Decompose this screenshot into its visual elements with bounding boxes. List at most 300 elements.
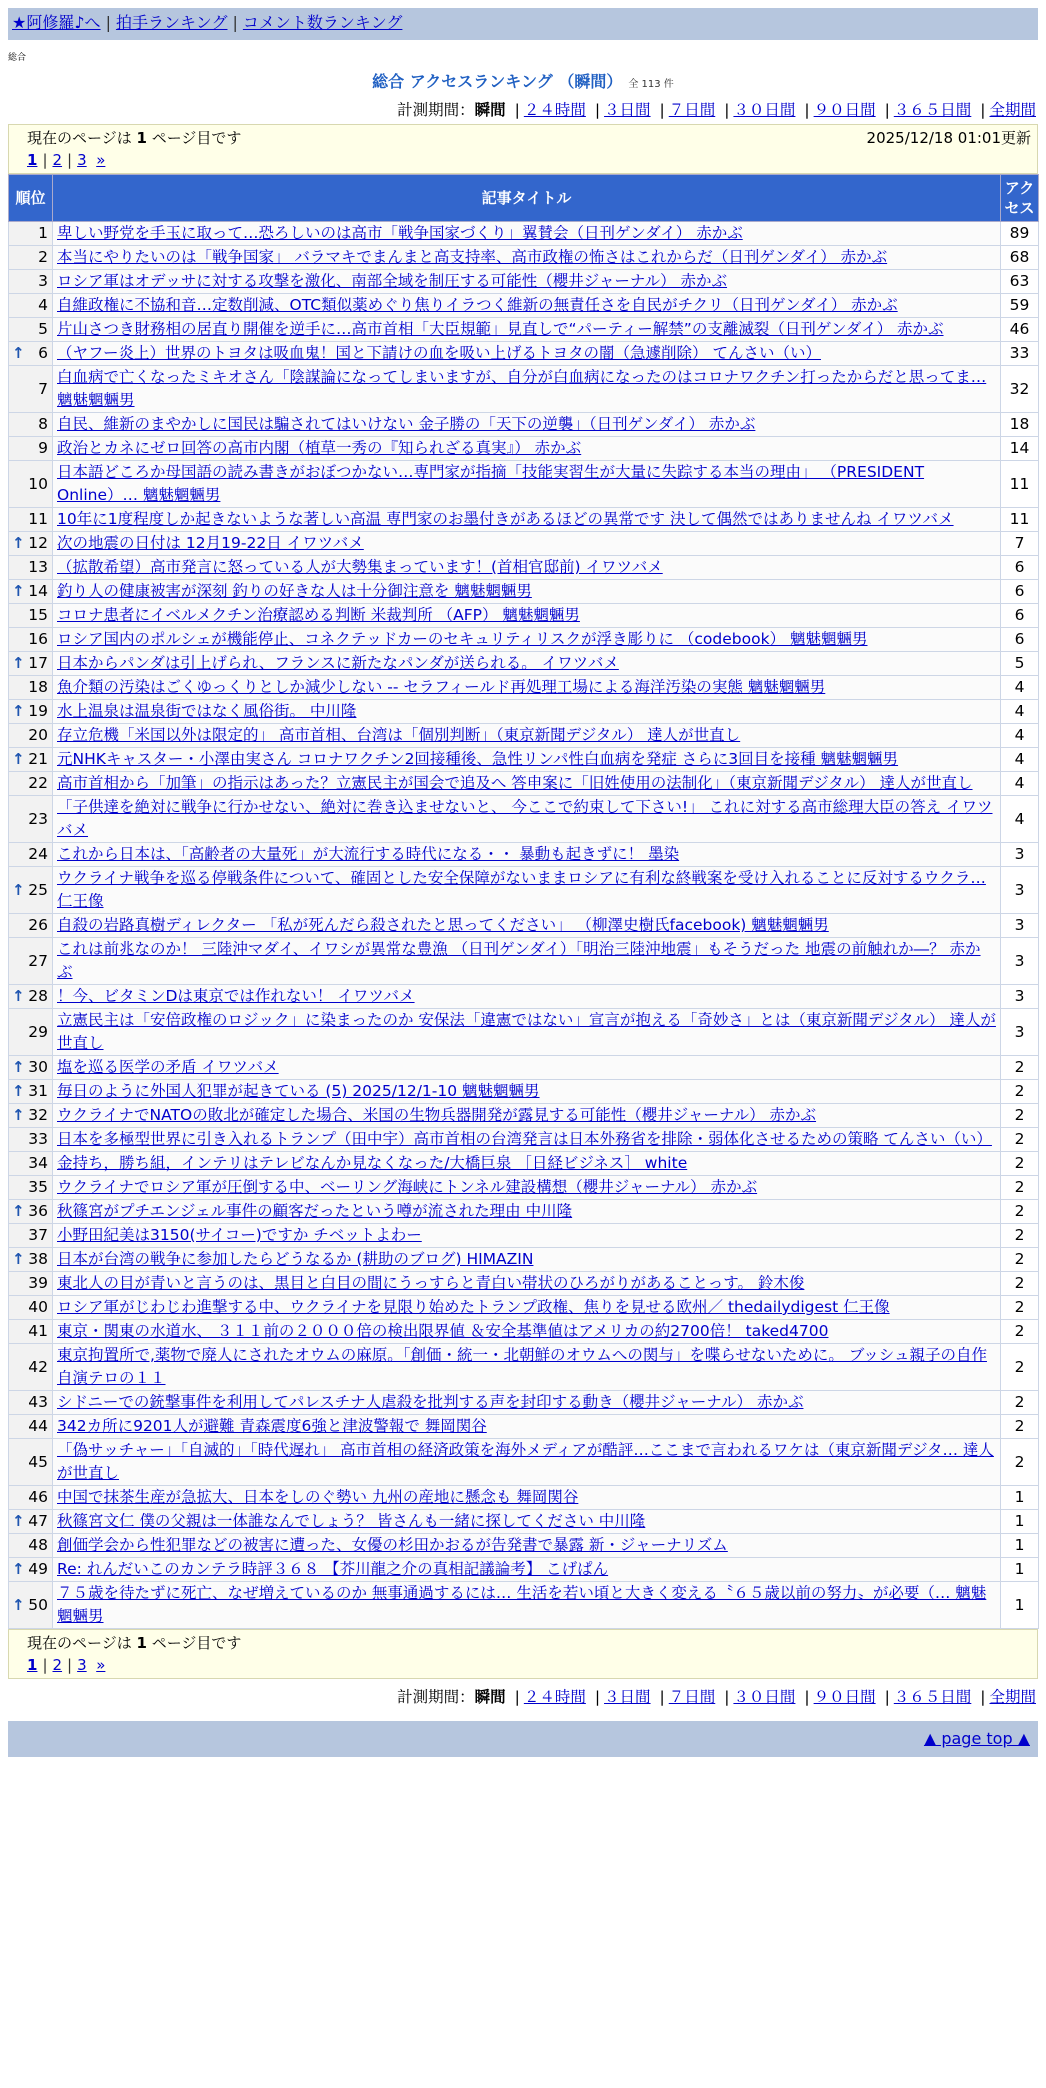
article-link[interactable]: 東京拘置所で,薬物で廃人にされたオウムの麻原。「創価・統一・北朝鮮のオウムへの関与」を喋らせないために。 ブッシュ親子の自作自演テロの１１ xyxy=(57,1346,987,1387)
rank-up-arrow-icon: ↑ xyxy=(12,344,25,362)
section-label: 総合 xyxy=(8,53,27,63)
pager-page-2[interactable]: 2 xyxy=(52,151,63,169)
table-row xyxy=(9,580,1039,604)
nav-separator: | xyxy=(105,13,111,32)
rank-number: 43 xyxy=(28,1393,48,1411)
article-link[interactable]: これから日本は、「高齢者の大量死」が大流行する時代になる・・ 暴動も起きずに！ 墨染 xyxy=(57,845,680,863)
article-link[interactable]: 次の地震の日付は 12月19-22日 イワツバメ xyxy=(57,534,364,552)
rank-cell xyxy=(9,294,53,318)
article-link[interactable]: ロシア軍がじわじわ進撃する中、ウクライナを見限り始めたトランプ政権、焦りを見せる欧州／ thedailydigest 仁王像 xyxy=(57,1298,890,1316)
title-cell xyxy=(53,246,1001,270)
rank-up-arrow-icon: ↑ xyxy=(12,750,25,768)
rank-up-arrow-icon: ↑ xyxy=(12,1250,25,1268)
rank-up-arrow-icon: ↑ xyxy=(12,1202,25,1220)
article-link[interactable]: 日本語どころか母国語の読み書きがおぼつかない…専門家が指摘「技能実習生が大量に失踪する本当の理由」 （PRESIDENT Online）… 魑魅魍魎男 xyxy=(57,463,925,504)
title-cell xyxy=(53,1200,1001,1224)
table-row xyxy=(9,1510,1039,1534)
access-count: 3 xyxy=(1001,985,1039,1009)
table-row xyxy=(9,1009,1039,1056)
rank-number: 22 xyxy=(28,774,48,792)
rank-cell xyxy=(9,604,53,628)
table-row xyxy=(9,843,1039,867)
access-count: 1 xyxy=(1001,1510,1039,1534)
pager-page-3[interactable]: 3 xyxy=(77,151,87,169)
access-count: 3 xyxy=(1001,938,1039,985)
title-cell xyxy=(53,1009,1001,1056)
title-cell xyxy=(53,724,1001,748)
table-row xyxy=(9,246,1039,270)
rank-cell xyxy=(9,914,53,938)
rank-cell xyxy=(9,413,53,437)
article-link[interactable]: 創価学会から性犯罪などの被害に遭った、女優の杉田かおるが告発書で暴露 新・ジャーナリズム xyxy=(57,1536,728,1554)
rank-number: 27 xyxy=(28,951,48,970)
rank-number: 30 xyxy=(28,1058,48,1076)
table-row xyxy=(9,1080,1039,1104)
period-link-90d[interactable]: ９０日間 xyxy=(813,101,876,119)
access-count: 3 xyxy=(1001,843,1039,867)
title-cell xyxy=(53,1248,1001,1272)
rank-cell xyxy=(9,1486,53,1510)
pager-top xyxy=(27,149,1031,171)
page-info-top xyxy=(8,124,1038,174)
table-row xyxy=(9,604,1039,628)
period-separator: | xyxy=(884,1688,890,1706)
access-count: 7 xyxy=(1001,532,1039,556)
access-count: 4 xyxy=(1001,796,1039,843)
rank-number: 9 xyxy=(38,439,48,457)
rank-number: 16 xyxy=(28,630,48,648)
rank-number: 12 xyxy=(28,534,48,552)
page-number: 1 xyxy=(136,1634,147,1652)
rank-number: 34 xyxy=(28,1154,48,1172)
period-selector-bottom xyxy=(0,1685,1036,1707)
table-row xyxy=(9,1224,1039,1248)
table-row xyxy=(9,1582,1039,1629)
rank-cell xyxy=(9,1224,53,1248)
rank-up-arrow-icon: ↑ xyxy=(12,702,25,720)
article-link[interactable]: 小野田紀美は3150(サイコー)ですか チベットよわー xyxy=(57,1226,422,1244)
article-link[interactable]: 毎日のように外国人犯罪が起きている (5) 2025/12/1-10 魑魅魍魎男 xyxy=(57,1082,540,1100)
page-text-post: ページ目です xyxy=(146,1634,242,1652)
article-link[interactable]: これは前兆なのか！ 三陸沖マダイ、イワシが異常な豊漁 （日刊ゲンダイ）「明治三陸沖地震」もそうだった 地震の前触れか―？ 赤かぶ xyxy=(57,940,981,981)
table-row xyxy=(9,1296,1039,1320)
period-link-30d[interactable]: ３０日間 xyxy=(733,1688,796,1706)
rank-cell xyxy=(9,1056,53,1080)
title-cell xyxy=(53,1224,1001,1248)
access-count: 6 xyxy=(1001,580,1039,604)
rank-number: 32 xyxy=(28,1106,48,1124)
table-row xyxy=(9,532,1039,556)
table-header-row xyxy=(9,175,1039,222)
article-link[interactable]: （拡散希望）高市発言に怒っている人が大勢集まっています！(首相官邸前) イワツバメ xyxy=(57,558,663,576)
table-row xyxy=(9,556,1039,580)
rank-up-arrow-icon: ↑ xyxy=(12,1512,25,1530)
title-cell xyxy=(53,1558,1001,1582)
rank-number: 13 xyxy=(28,558,48,576)
title-cell xyxy=(53,604,1001,628)
period-link-3d[interactable]: ３日間 xyxy=(604,101,651,119)
access-count: 2 xyxy=(1001,1056,1039,1080)
period-label: 計測期間： xyxy=(397,1688,475,1706)
article-link[interactable]: Re: れんだいこのカンテラ時評３６８ 【芥川龍之介の真相記議論考】 こげぱん xyxy=(57,1560,609,1578)
table-row xyxy=(9,222,1039,246)
rank-cell xyxy=(9,1391,53,1415)
period-separator: | xyxy=(659,1688,665,1706)
article-link[interactable]: 金持ち，勝ち組，インテリはテレビなんか見なくなった/大橋巨泉 ［日経ビジネス］ white xyxy=(57,1154,688,1172)
article-link[interactable]: 自維政権に不協和音…定数削減、OTC類似薬めぐり焦りイラつく維新の無責任さを自民がチクリ（日刊ゲンダイ） 赤かぶ xyxy=(57,296,898,314)
rank-cell xyxy=(9,1582,53,1629)
access-count: 2 xyxy=(1001,1128,1039,1152)
access-count: 2 xyxy=(1001,1080,1039,1104)
title-cell xyxy=(53,294,1001,318)
rank-cell xyxy=(9,1296,53,1320)
table-row xyxy=(9,1056,1039,1080)
pager-separator: | xyxy=(42,151,48,169)
title-cell xyxy=(53,508,1001,532)
bottom-bar xyxy=(8,1721,1038,1757)
pager-separator: | xyxy=(67,151,73,169)
access-count: 2 xyxy=(1001,1272,1039,1296)
article-link[interactable]: 「偽サッチャー」「自滅的」「時代遅れ」 高市首相の経済政策を海外メディアが酷評…ここまで言われるワケは（東京新聞デジタ… 達人が世直し xyxy=(57,1441,994,1482)
access-count: 2 xyxy=(1001,1248,1039,1272)
title-cell xyxy=(53,867,1001,914)
current-page-text xyxy=(27,1632,241,1654)
header-rank: 順位 xyxy=(9,175,53,222)
title-cell xyxy=(53,366,1001,413)
title-cell xyxy=(53,1415,1001,1439)
article-link[interactable]: 白血病で亡くなったミキオさん「陰謀論になってしまいますが、自分が白血病になったのはコロナワクチン打ったからだと思ってま… 魑魅魍魎男 xyxy=(57,368,987,409)
rank-number: 39 xyxy=(28,1274,48,1292)
article-link[interactable]: ７５歳を待たずに死亡、なぜ増えているのか 無事通過するには… 生活を若い頃と大きく変える〝６５歳以前の努力〟が必要（… 魑魅魍魎男 xyxy=(57,1584,987,1625)
rank-cell xyxy=(9,1510,53,1534)
table-row xyxy=(9,342,1039,366)
article-link[interactable]: 日本を多極型世界に引き入れるトランプ（田中宇）高市首相の台湾発言は日本外務省を排除・弱体化させるための策略 てんさい（い） xyxy=(57,1130,992,1148)
access-count: 2 xyxy=(1001,1104,1039,1128)
ranking-table-body xyxy=(9,222,1039,1629)
title-cell xyxy=(53,1439,1001,1486)
article-link[interactable]: 魚介類の汚染はごくゆっくりとしか減少しない -- セラフィールド再処理工場による海洋汚染の実態 魑魅魍魎男 xyxy=(57,678,826,696)
access-count: 68 xyxy=(1001,246,1039,270)
table-row xyxy=(9,867,1039,914)
title-cell xyxy=(53,700,1001,724)
rank-number: 42 xyxy=(28,1357,48,1376)
article-link[interactable]: 水上温泉は温泉街ではなく風俗街。 中川隆 xyxy=(57,702,357,720)
article-link[interactable]: 中国で抹茶生産が急拡大、日本をしのぐ勢い 九州の産地に懸念も 舞岡関谷 xyxy=(57,1488,579,1506)
article-link[interactable]: 塩を巡る医学の矛盾 イワツバメ xyxy=(57,1058,279,1076)
table-row xyxy=(9,1391,1039,1415)
rank-up-arrow-icon: ↑ xyxy=(12,1082,25,1100)
article-link[interactable]: ロシア軍はオデッサに対する攻撃を激化、南部全域を制圧する可能性（櫻井ジャーナル） 赤かぶ xyxy=(57,272,728,290)
rank-cell xyxy=(9,1152,53,1176)
total-count: 全 113 件 xyxy=(628,79,674,90)
title-cell xyxy=(53,532,1001,556)
rank-cell xyxy=(9,366,53,413)
article-link[interactable]: 元NHKキャスター・小澤由実さん コロナワクチン2回接種後、急性リンパ性白血病を発症 さらに3回目を接種 魑魅魍魎男 xyxy=(57,750,899,768)
period-link-90d[interactable]: ９０日間 xyxy=(813,1688,876,1706)
article-link[interactable]: 10年に1度程度しか起きないような著しい高温 専門家のお墨付きがあるほどの異常です 決して偶然ではありませんね イワツバメ xyxy=(57,510,954,528)
rank-number: 50 xyxy=(28,1595,48,1614)
table-row xyxy=(9,724,1039,748)
rank-up-arrow-icon: ↑ xyxy=(12,582,25,600)
rank-cell xyxy=(9,222,53,246)
current-page-text xyxy=(27,127,241,149)
rank-cell xyxy=(9,1200,53,1224)
rank-cell xyxy=(9,700,53,724)
rank-up-arrow-icon: ↑ xyxy=(12,1106,25,1124)
rank-number: 33 xyxy=(28,1130,48,1148)
rank-cell xyxy=(9,1320,53,1344)
table-row xyxy=(9,1439,1039,1486)
access-count: 1 xyxy=(1001,1582,1039,1629)
period-link-all[interactable]: 全期間 xyxy=(989,1688,1036,1706)
rank-cell xyxy=(9,796,53,843)
page-title-text: 総合 アクセスランキング （瞬間） xyxy=(372,72,623,91)
access-count: 1 xyxy=(1001,1486,1039,1510)
period-separator: | xyxy=(804,1688,810,1706)
rank-up-arrow-icon: ↑ xyxy=(12,1560,25,1578)
period-link-3d[interactable]: ３日間 xyxy=(604,1688,651,1706)
rank-number: 28 xyxy=(28,987,48,1005)
page-text-pre: 現在のページは xyxy=(27,1634,137,1652)
ranking-table xyxy=(8,174,1039,1629)
article-link[interactable]: コロナ患者にイベルメクチン治療認める判断 米裁判所 （AFP） 魑魅魍魎男 xyxy=(57,606,580,624)
title-cell xyxy=(53,1152,1001,1176)
pager-next[interactable]: » xyxy=(96,1656,106,1674)
article-link[interactable]: 高市首相から「加筆」の指示はあった？立憲民主が国会で追及へ 答申案に「旧姓使用の法制化」（東京新聞デジタル） 達人が世直し xyxy=(57,774,973,792)
rank-number: 23 xyxy=(28,809,48,828)
table-row xyxy=(9,914,1039,938)
rank-up-arrow-icon: ↑ xyxy=(12,987,25,1005)
access-count: 4 xyxy=(1001,676,1039,700)
period-link-365d[interactable]: ３６５日間 xyxy=(893,1688,972,1706)
rank-number: 47 xyxy=(28,1512,48,1530)
rank-number: 49 xyxy=(28,1560,48,1578)
period-current: 瞬間 xyxy=(474,1688,506,1706)
table-row xyxy=(9,628,1039,652)
title-cell xyxy=(53,1272,1001,1296)
rank-cell xyxy=(9,1415,53,1439)
article-link[interactable]: 日本が台湾の戦争に参加したらどうなるか (耕助のブログ) HIMAZIN xyxy=(57,1250,534,1268)
rank-cell xyxy=(9,532,53,556)
rank-number: 18 xyxy=(28,678,48,696)
pager-page-3[interactable]: 3 xyxy=(77,1656,87,1674)
rank-number: 1 xyxy=(38,224,48,242)
rank-cell xyxy=(9,1080,53,1104)
access-count: 5 xyxy=(1001,652,1039,676)
article-link[interactable]: 立憲民主は「安倍政権のロジック」に染まったのか 安保法「違憲ではない」宣言が抱える「奇妙さ」とは（東京新聞デジタル） 達人が世直し xyxy=(57,1011,996,1052)
table-row xyxy=(9,1534,1039,1558)
title-cell xyxy=(53,1056,1001,1080)
access-count: 3 xyxy=(1001,1009,1039,1056)
article-link[interactable]: 「子供達を絶対に戦争に行かせない、絶対に巻き込ませないと、 今ここで約束して下さい!」 これに対する高市総理大臣の答え イワツバメ xyxy=(57,798,993,839)
rank-cell xyxy=(9,652,53,676)
title-cell xyxy=(53,1344,1001,1391)
article-link[interactable]: 存立危機「米国以外は限定的」 高市首相、台湾は「個別判断」（東京新聞デジタル） 達人が世直し xyxy=(57,726,741,744)
period-selector xyxy=(0,98,1036,120)
title-cell xyxy=(53,1391,1001,1415)
article-link[interactable]: 秋篠宮がプチエンジェル事件の顧客だったという噂が流された理由 中川隆 xyxy=(57,1202,573,1220)
period-link-7d[interactable]: ７日間 xyxy=(668,101,716,119)
access-count: 2 xyxy=(1001,1439,1039,1486)
article-link[interactable]: 東京・関東の水道水、 ３１１前の２０００倍の検出限界値 ＆安全基準値はアメリカの約2700倍！ taked4700 xyxy=(57,1322,829,1340)
title-cell xyxy=(53,938,1001,985)
rank-cell xyxy=(9,556,53,580)
title-cell xyxy=(53,676,1001,700)
rank-number: 24 xyxy=(28,845,48,863)
article-link[interactable]: シドニーでの銃撃事件を利用してパレスチナ人虐殺を批判する声を封印する動き（櫻井ジャーナル） 赤かぶ xyxy=(57,1393,804,1411)
period-separator: | xyxy=(594,101,601,119)
article-link[interactable]: 片山さつき財務相の居直り開催を逆手に…高市首相「大臣規範」見直しで“パーティー解禁”の支離滅裂（日刊ゲンダイ） 赤かぶ xyxy=(57,320,944,338)
rank-cell xyxy=(9,748,53,772)
title-cell xyxy=(53,772,1001,796)
rank-cell xyxy=(9,437,53,461)
table-row xyxy=(9,1558,1039,1582)
rank-cell xyxy=(9,270,53,294)
rank-cell xyxy=(9,1272,53,1296)
title-cell xyxy=(53,914,1001,938)
title-cell xyxy=(53,1320,1001,1344)
period-separator: | xyxy=(514,1688,520,1706)
rank-cell xyxy=(9,985,53,1009)
rank-number: 15 xyxy=(28,606,48,624)
rank-number: 17 xyxy=(28,654,48,672)
period-current: 瞬間 xyxy=(474,101,506,119)
rank-up-arrow-icon: ↑ xyxy=(12,534,25,552)
comment-ranking-link[interactable]: コメント数ランキング xyxy=(242,13,403,32)
article-link[interactable]: ロシア国内のポルシェが機能停止、コネクテッドカーのセキュリティリスクが浮き彫りに （codebook） 魑魅魍魎男 xyxy=(57,630,868,648)
rank-number: 4 xyxy=(38,296,48,314)
access-count: 2 xyxy=(1001,1296,1039,1320)
period-separator: | xyxy=(884,101,890,119)
access-count: 2 xyxy=(1001,1176,1039,1200)
article-link[interactable]: 卑しい野党を手玉に取って…恐ろしいのは高市「戦争国家づくり」翼賛会（日刊ゲンダイ） 赤かぶ xyxy=(57,224,743,242)
period-link-all[interactable]: 全期間 xyxy=(989,101,1036,119)
access-count: 18 xyxy=(1001,413,1039,437)
rank-up-arrow-icon: ↑ xyxy=(12,1058,25,1076)
access-count: 4 xyxy=(1001,724,1039,748)
article-link[interactable]: 東北人の目が青いと言うのは、黒目と白目の間にうっすらと青白い帯状のひろがりがあることっす。 鈴木俊 xyxy=(57,1274,805,1292)
access-count: 63 xyxy=(1001,270,1039,294)
header-access: アクセス xyxy=(1001,175,1039,222)
table-row xyxy=(9,1128,1039,1152)
article-link[interactable]: 秋篠宮文仁 僕の父親は一体誰なんでしょう？ 皆さんも一緒に探してください 中川隆 xyxy=(57,1512,646,1530)
access-count: 1 xyxy=(1001,1558,1039,1582)
period-link-365d[interactable]: ３６５日間 xyxy=(893,101,972,119)
clap-ranking-link[interactable]: 拍手ランキング xyxy=(115,13,228,32)
rank-number: 10 xyxy=(28,474,48,493)
table-row xyxy=(9,1272,1039,1296)
article-link[interactable]: ウクライナ戦争を巡る停戦条件について、確固とした安全保障がないままロシアに有利な終戦案を受け入れることに反対するウクラ… 仁王像 xyxy=(57,869,986,910)
rank-cell xyxy=(9,1104,53,1128)
article-link[interactable]: ウクライナでロシア軍が圧倒する中、ベーリング海峡にトンネル建設構想（櫻井ジャーナル） 赤かぶ xyxy=(57,1178,758,1196)
article-link[interactable]: 政治とカネにゼロ回答の高市内閣（植草一秀の『知られざる真実』） 赤かぶ xyxy=(57,439,582,457)
article-link[interactable]: 自民、維新のまやかしに国民は騙されてはいけない 金子勝の「天下の逆襲」（日刊ゲンダイ） 赤かぶ xyxy=(57,415,756,433)
rank-cell xyxy=(9,1558,53,1582)
pager-next[interactable]: » xyxy=(96,151,106,169)
home-link[interactable]: ★阿修羅♪へ xyxy=(12,13,101,32)
period-link-24h[interactable]: ２４時間 xyxy=(523,1688,586,1706)
table-row xyxy=(9,366,1039,413)
article-link[interactable]: 釣り人の健康被害が深刻 釣りの好きな人は十分御注意を 魑魅魍魎男 xyxy=(57,582,532,600)
table-row xyxy=(9,1344,1039,1391)
page-top-link[interactable]: ▲ page top ▲ xyxy=(923,1729,1030,1748)
title-cell xyxy=(53,580,1001,604)
table-row xyxy=(9,270,1039,294)
article-link[interactable]: 自殺の岩路真樹ディレクター 「私が死んだら殺されたと思ってください」 （柳澤史樹氏facebook) 魑魅魍魎男 xyxy=(57,916,829,934)
table-row xyxy=(9,1104,1039,1128)
rank-number: 20 xyxy=(28,726,48,744)
title-cell xyxy=(53,1128,1001,1152)
article-link[interactable]: ウクライナでNATOの敗北が確定した場合、米国の生物兵器開発が露見する可能性（櫻井ジャーナル） 赤かぶ xyxy=(57,1106,817,1124)
rank-cell xyxy=(9,1439,53,1486)
rank-number: 19 xyxy=(28,702,48,720)
title-cell xyxy=(53,222,1001,246)
table-row xyxy=(9,318,1039,342)
pager-page-2[interactable]: 2 xyxy=(52,1656,63,1674)
rank-number: 2 xyxy=(38,248,48,266)
rank-number: 41 xyxy=(28,1322,48,1340)
title-cell xyxy=(53,270,1001,294)
period-link-7d[interactable]: ７日間 xyxy=(668,1688,716,1706)
article-link[interactable]: ！今、ビタミンDは東京では作れない！ イワツバメ xyxy=(57,987,415,1005)
pager-page-1[interactable]: 1 xyxy=(27,1656,38,1674)
rank-cell xyxy=(9,724,53,748)
rank-number: 36 xyxy=(28,1202,48,1220)
rank-cell xyxy=(9,628,53,652)
title-cell xyxy=(53,1176,1001,1200)
access-count: 2 xyxy=(1001,1415,1039,1439)
page-number: 1 xyxy=(136,129,147,147)
access-count: 4 xyxy=(1001,700,1039,724)
title-cell xyxy=(53,1486,1001,1510)
article-link[interactable]: （ヤフー炎上）世界のトヨタは吸血鬼！国と下請けの血を吸い上げるトヨタの闇（急遽削除） てんさい（い） xyxy=(57,344,821,362)
article-link[interactable]: 本当にやりたいのは「戦争国家」 バラマキでまんまと高支持率、高市政権の怖さはこれからだ（日刊ゲンダイ） 赤かぶ xyxy=(57,248,888,266)
access-count: 11 xyxy=(1001,508,1039,532)
rank-number: 31 xyxy=(28,1082,48,1100)
nav-separator: | xyxy=(232,13,238,32)
page-title xyxy=(0,69,1046,92)
pager-bottom xyxy=(27,1654,1031,1676)
rank-number: 45 xyxy=(28,1452,48,1471)
rank-cell xyxy=(9,461,53,508)
title-cell xyxy=(53,437,1001,461)
table-row xyxy=(9,938,1039,985)
period-link-24h[interactable]: ２４時間 xyxy=(523,101,586,119)
article-link[interactable]: 日本からパンダは引上げられ、フランスに新たなパンダが送られる。 イワツバメ xyxy=(57,654,619,672)
rank-cell xyxy=(9,867,53,914)
rank-number: 29 xyxy=(28,1022,48,1041)
title-cell xyxy=(53,1582,1001,1629)
rank-cell xyxy=(9,1128,53,1152)
title-cell xyxy=(53,796,1001,843)
access-count: 1 xyxy=(1001,1534,1039,1558)
article-link[interactable]: 342カ所に9201人が避難 青森震度6強と津波警報で 舞岡関谷 xyxy=(57,1417,487,1435)
updated-timestamp: 2025/12/18 01:01更新 xyxy=(866,129,1031,147)
rank-cell xyxy=(9,938,53,985)
access-count: 6 xyxy=(1001,604,1039,628)
access-count: 4 xyxy=(1001,772,1039,796)
rank-cell xyxy=(9,1176,53,1200)
title-cell xyxy=(53,1296,1001,1320)
access-count: 3 xyxy=(1001,914,1039,938)
access-count: 4 xyxy=(1001,748,1039,772)
rank-number: 6 xyxy=(38,344,48,362)
period-link-30d[interactable]: ３０日間 xyxy=(733,101,796,119)
pager-page-1[interactable]: 1 xyxy=(27,151,38,169)
rank-number: 3 xyxy=(38,272,48,290)
title-cell xyxy=(53,748,1001,772)
title-cell xyxy=(53,342,1001,366)
